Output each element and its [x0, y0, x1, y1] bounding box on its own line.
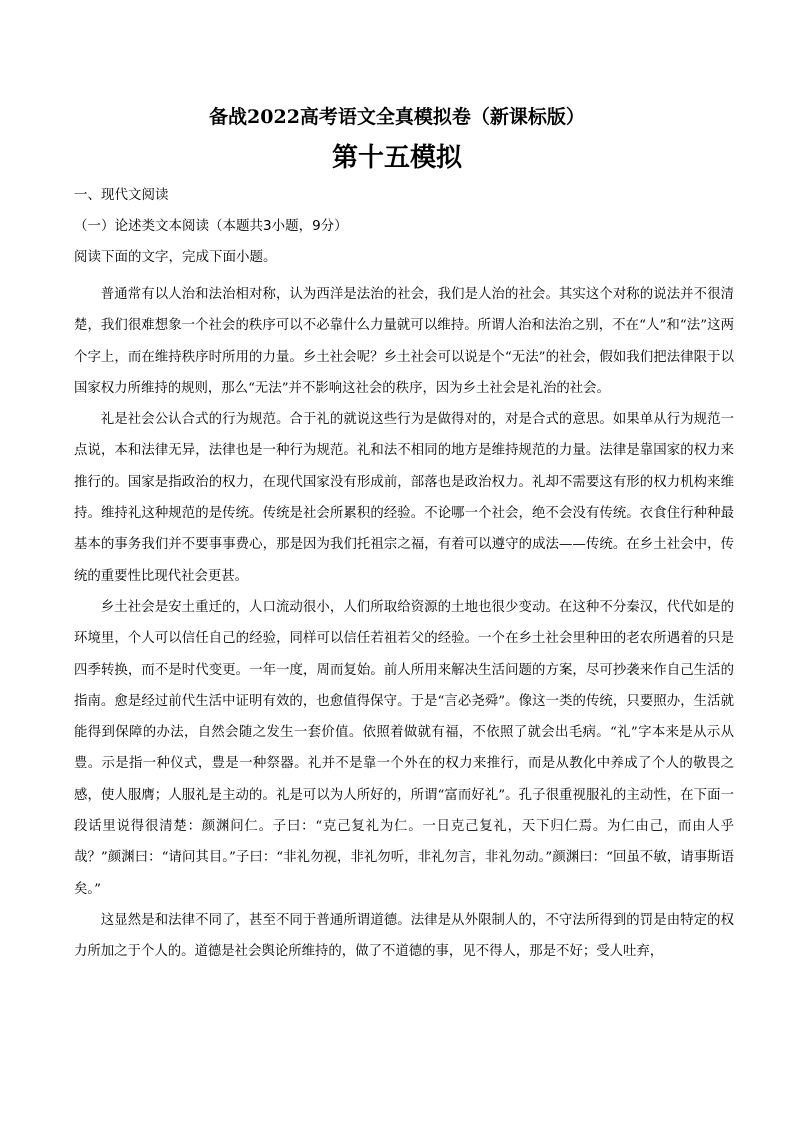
reading-instruction: 阅读下面的文字，完成下面小题。: [74, 249, 277, 265]
reading-passage: [74, 279, 734, 968]
exam-subtitle: 第十五模拟: [331, 143, 462, 173]
exam-title: 备战2022高考语文全真模拟卷（新课标版）: [209, 106, 585, 128]
passage-paragraph: 普通常有以人治和法治相对称，认为西洋是法治的社会，我们是人治的社会。其实这个对称的说法并不很清楚，我们很难想象一个社会的秩序可以不必靠什么力量就可以维持。所谓人治和法治之别，不在“人”和“法”这两个字上，而在维持秩序时所用的力量。乡土社会呢？乡土社会可以说是个“无法”的社会，假如我们把法律限于以国家权力所维持的规则，那么“无法”并不影响这社会的秩序，因为乡土社会是礼治的社会。: [74, 287, 734, 396]
passage-paragraph: 乡土社会是安土重迁的，人口流动很小，人们所取给资源的土地也很少变动。在这种不分秦汉，代代如是的环境里，个人可以信任自己的经验，同样可以信任若祖若父的经验。一个在乡土社会里种田的老农所遇着的只是四季转换，而不是时代变更。一年一度，周而复始。前人所用来解决生活问题的方案，尽可抄袭来作自己生活的指南。愈是经过前代生活中证明有效的，也愈值得保守。于是“言必尧舜”。像这一类的传统，只要照办，生活就能得到保障的办法，自然会随之发生一套价值。依照着做就有福，不依照了就会出毛病。“礼”字本来是从示从豊。示是指一种仪式，豊是一种祭器。礼并不是靠一个外在的权力来推行，而是从教化中养成了个人的敬畏之感，使人服膺；人服礼是主动的。礼是可以为人所好的，所谓“富而好礼”。孔子很重视服礼的主动性，在下面一段话里说得很清楚：颜渊问仁。子曰：“克己复礼为仁。一日克己复礼，天下归仁焉。为仁由己，而由人乎哉？”颜渊曰：“请问其目。”子曰：“非礼勿视，非礼勿听，非礼勿言，非礼勿动。”颜渊曰：“回虽不敏，请事斯语矣。”: [74, 599, 734, 897]
passage-paragraph: 这显然是和法律不同了，甚至不同于普通所谓道德。法律是从外限制人的，不守法所得到的罚是由特定的权力所加之于个人的。道德是社会舆论所维持的，做了不道德的事，见不得人，那是不好；受人吐弃，: [74, 912, 734, 960]
subsection-heading: （一）论述类文本阅读（本题共3小题，9分）: [74, 218, 348, 234]
section-heading: 一、现代文阅读: [74, 187, 169, 203]
passage-paragraph: 礼是社会公认合式的行为规范。合于礼的就说这些行为是做得对的，对是合式的意思。如果单从行为规范一点说，本和法律无异，法律也是一种行为规范。礼和法不相同的地方是维持规范的力量。法律是靠国家的权力来推行的。国家是指政治的权力，在现代国家没有形成前，部落也是政治权力。礼却不需要这有形的权力机构来维持。维持礼这种规范的是传统。传统是社会所累积的经验。不论哪一个社会，绝不会没有传统。衣食住行种种最基本的事务我们并不要事事费心，那是因为我们托祖宗之福，有着可以遵守的成法——传统。在乡土社会中，传统的重要性比现代社会更甚。: [74, 412, 734, 584]
